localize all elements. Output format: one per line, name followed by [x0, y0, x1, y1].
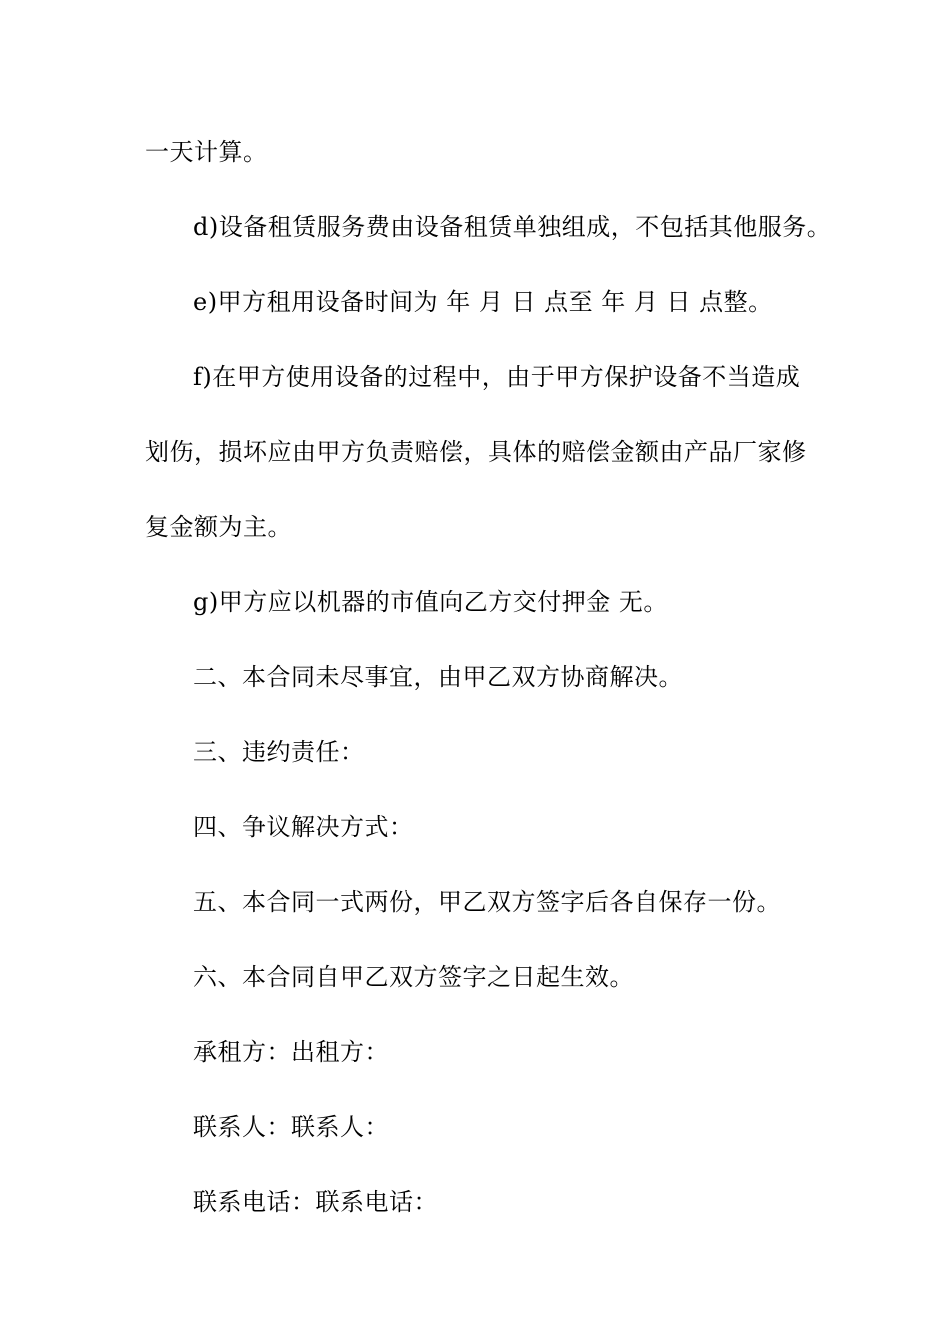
clause-d: d)设备租赁服务费由设备租赁单独组成，不包括其他服务。: [193, 213, 832, 241]
section-3: 三、违约责任：: [193, 738, 365, 766]
signature-contacts: 联系人：联系人：: [193, 1113, 389, 1141]
signature-phones: 联系电话：联系电话：: [193, 1188, 438, 1216]
text-line: 复金额为主。: [145, 513, 292, 541]
clause-g: g)甲方应以机器的市值向乙方交付押金 无。: [193, 588, 668, 616]
clause-e: e)甲方租用设备时间为 年 月 日 点至 年 月 日 点整。: [193, 288, 773, 316]
text-line: 划伤，损坏应由甲方负责赔偿，具体的赔偿金额由产品厂家修: [145, 438, 807, 466]
section-4: 四、争议解决方式：: [193, 813, 414, 841]
section-5: 五、本合同一式两份，甲乙双方签字后各自保存一份。: [193, 888, 781, 916]
section-2: 二、本合同未尽事宜，由甲乙双方协商解决。: [193, 663, 683, 691]
text-line: 一天计算。: [145, 138, 268, 166]
signature-parties: 承租方：出租方：: [193, 1038, 389, 1066]
section-6: 六、本合同自甲乙双方签字之日起生效。: [193, 963, 634, 991]
clause-f: f)在甲方使用设备的过程中，由于甲方保护设备不当造成: [193, 363, 801, 391]
